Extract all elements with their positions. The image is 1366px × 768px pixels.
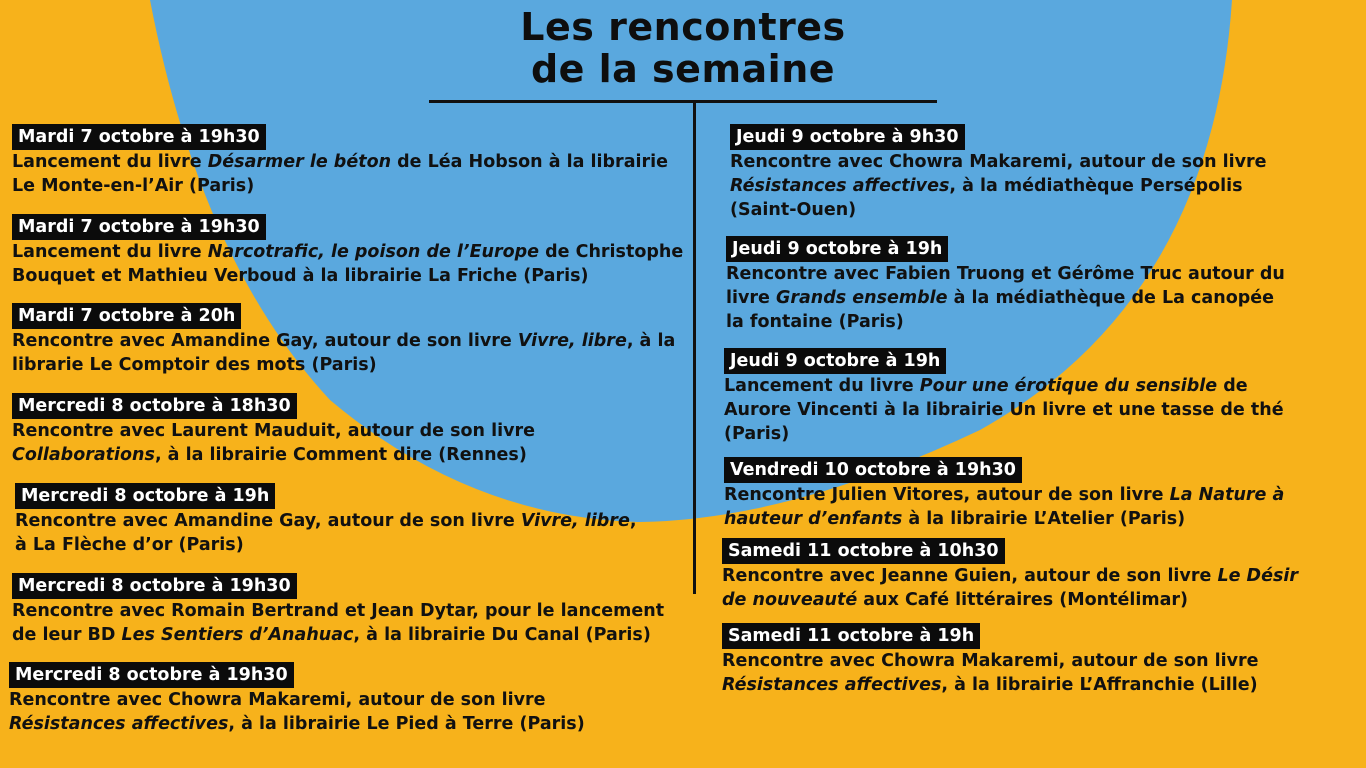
event-item: [726, 236, 1285, 334]
event-description-line: à La Flèche d’or (Paris): [15, 535, 244, 555]
event-description-line: Rencontre avec Jeanne Guien, autour de son livre Le Désir: [722, 566, 1298, 586]
event-description-line: de nouveauté aux Café littéraires (Montélimar): [722, 590, 1189, 610]
event-description-line: Aurore Vincenti à la librairie Un livre et une tasse de thé: [724, 400, 1284, 420]
event-date-badge: Samedi 11 octobre à 19h: [722, 623, 980, 649]
event-description-line: la fontaine (Paris): [726, 312, 904, 332]
title-line-2: de la semaine: [530, 47, 836, 91]
event-description-line: Lancement du livre Pour une érotique du sensible de: [724, 376, 1248, 396]
event-description-line: (Saint-Ouen): [730, 200, 857, 220]
event-item: [12, 573, 664, 647]
event-item: [724, 457, 1284, 531]
event-description-line: Rencontre avec Chowra Makaremi, autour de son livre: [722, 651, 1259, 671]
event-description-line: de leur BD Les Sentiers d’Anahuac, à la librairie Du Canal (Paris): [12, 625, 651, 645]
event-date-badge: Mardi 7 octobre à 20h: [12, 303, 241, 329]
event-date-badge: Samedi 11 octobre à 10h30: [722, 538, 1005, 564]
event-description-line: (Paris): [724, 424, 790, 444]
event-item: [722, 623, 1259, 697]
event-date-badge: Mercredi 8 octobre à 19h30: [9, 662, 294, 688]
event-date-badge: Jeudi 9 octobre à 19h: [724, 348, 946, 374]
event-description-line: livre Grands ensemble à la médiathèque de La canopée: [726, 288, 1274, 308]
event-date-badge: Mercredi 8 octobre à 19h30: [12, 573, 297, 599]
event-date-badge: Mardi 7 octobre à 19h30: [12, 124, 266, 150]
event-description-line: Rencontre avec Amandine Gay, autour de son livre Vivre, libre,: [15, 511, 637, 531]
event-item: [12, 303, 675, 377]
event-description-line: Rencontre avec Laurent Mauduit, autour de son livre: [12, 421, 535, 441]
event-item: [12, 393, 535, 467]
event-item: [730, 124, 1267, 222]
event-item: [9, 662, 585, 736]
event-description-line: Rencontre Julien Vitores, autour de son livre La Nature à: [724, 485, 1285, 505]
event-item: [12, 214, 683, 288]
event-description-line: Rencontre avec Chowra Makaremi, autour de son livre: [730, 152, 1267, 172]
title-line-1: Les rencontres: [520, 5, 846, 49]
event-item: [15, 483, 636, 557]
event-date-badge: Mercredi 8 octobre à 19h: [15, 483, 275, 509]
event-description-line: Le Monte-en-l’Air (Paris): [12, 176, 255, 196]
event-description-line: Rencontre avec Chowra Makaremi, autour de son livre: [9, 690, 546, 710]
event-description-line: Collaborations, à la librairie Comment dire (Rennes): [12, 445, 527, 465]
event-description-line: Lancement du livre Narcotrafic, le poison de l’Europe de Christophe: [12, 242, 684, 262]
event-description-line: librarie Le Comptoir des mots (Paris): [12, 355, 377, 375]
event-description-line: Rencontre avec Romain Bertrand et Jean Dytar, pour le lancement: [12, 601, 665, 621]
event-item: [722, 538, 1298, 612]
event-description-line: Résistances affectives, à la librairie Le Pied à Terre (Paris): [9, 714, 585, 734]
event-description-line: Résistances affectives, à la médiathèque Persépolis: [730, 176, 1243, 196]
title-underline: [429, 100, 937, 103]
event-date-badge: Mercredi 8 octobre à 18h30: [12, 393, 297, 419]
event-date-badge: Mardi 7 octobre à 19h30: [12, 214, 266, 240]
column-divider: [693, 102, 696, 594]
event-item: [724, 348, 1284, 446]
event-description-line: Bouquet et Mathieu Verboud à la librairie La Friche (Paris): [12, 266, 589, 286]
event-description-line: Rencontre avec Fabien Truong et Gérôme Truc autour du: [726, 264, 1285, 284]
event-date-badge: Jeudi 9 octobre à 19h: [726, 236, 948, 262]
event-item: [12, 124, 668, 198]
event-description-line: Lancement du livre Désarmer le béton de Léa Hobson à la librairie: [12, 152, 668, 172]
event-description-line: hauteur d’enfants à la librairie L’Atelier (Paris): [724, 509, 1186, 529]
event-description-line: Rencontre avec Amandine Gay, autour de son livre Vivre, libre, à la: [12, 331, 676, 351]
event-description-line: Résistances affectives, à la librairie L’Affranchie (Lille): [722, 675, 1258, 695]
event-date-badge: Jeudi 9 octobre à 9h30: [730, 124, 965, 150]
event-date-badge: Vendredi 10 octobre à 19h30: [724, 457, 1022, 483]
page-title: [430, 6, 936, 90]
